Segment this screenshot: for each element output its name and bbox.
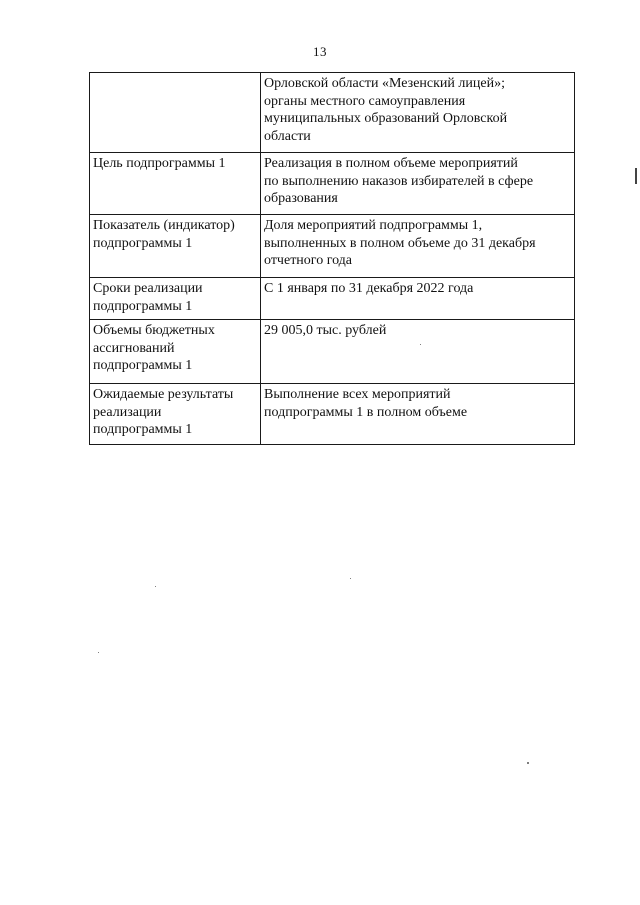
row-label: Сроки реализации подпрограммы 1 xyxy=(90,278,261,320)
scan-speck xyxy=(527,762,529,764)
scan-speck xyxy=(155,586,156,587)
row-label xyxy=(90,73,261,153)
table-row xyxy=(90,320,575,384)
row-value: 29 005,0 тыс. рублей xyxy=(261,320,575,384)
scan-speck xyxy=(420,344,421,345)
row-value: Выполнение всех мероприятий подпрограммы 1 в полном объеме xyxy=(261,384,575,445)
row-label: Цель подпрограммы 1 xyxy=(90,153,261,215)
row-value: Орловской области «Мезенский лицей»; органы местного самоуправления муниципальных образований Орловской области xyxy=(261,73,575,153)
row-value: Реализация в полном объеме мероприятий по выполнению наказов избирателей в сфере образования xyxy=(261,153,575,215)
row-label: Объемы бюджетных ассигнований подпрограммы 1 xyxy=(90,320,261,384)
scan-speck xyxy=(98,652,99,653)
page-number: 13 xyxy=(313,44,327,59)
table-row xyxy=(90,278,575,320)
table-row xyxy=(90,73,575,153)
row-value: Доля мероприятий подпрограммы 1, выполненных в полном объеме до 31 декабря отчетного года xyxy=(261,215,575,278)
scan-speck xyxy=(350,578,351,579)
table-row xyxy=(90,215,575,278)
scan-edge-mark xyxy=(635,168,637,184)
table-row xyxy=(90,384,575,445)
table-row xyxy=(90,153,575,215)
row-label: Показатель (индикатор) подпрограммы 1 xyxy=(90,215,261,278)
row-value: С 1 января по 31 декабря 2022 года xyxy=(261,278,575,320)
subprogram-passport-table xyxy=(89,72,575,445)
row-label: Ожидаемые результаты реализации подпрограммы 1 xyxy=(90,384,261,445)
